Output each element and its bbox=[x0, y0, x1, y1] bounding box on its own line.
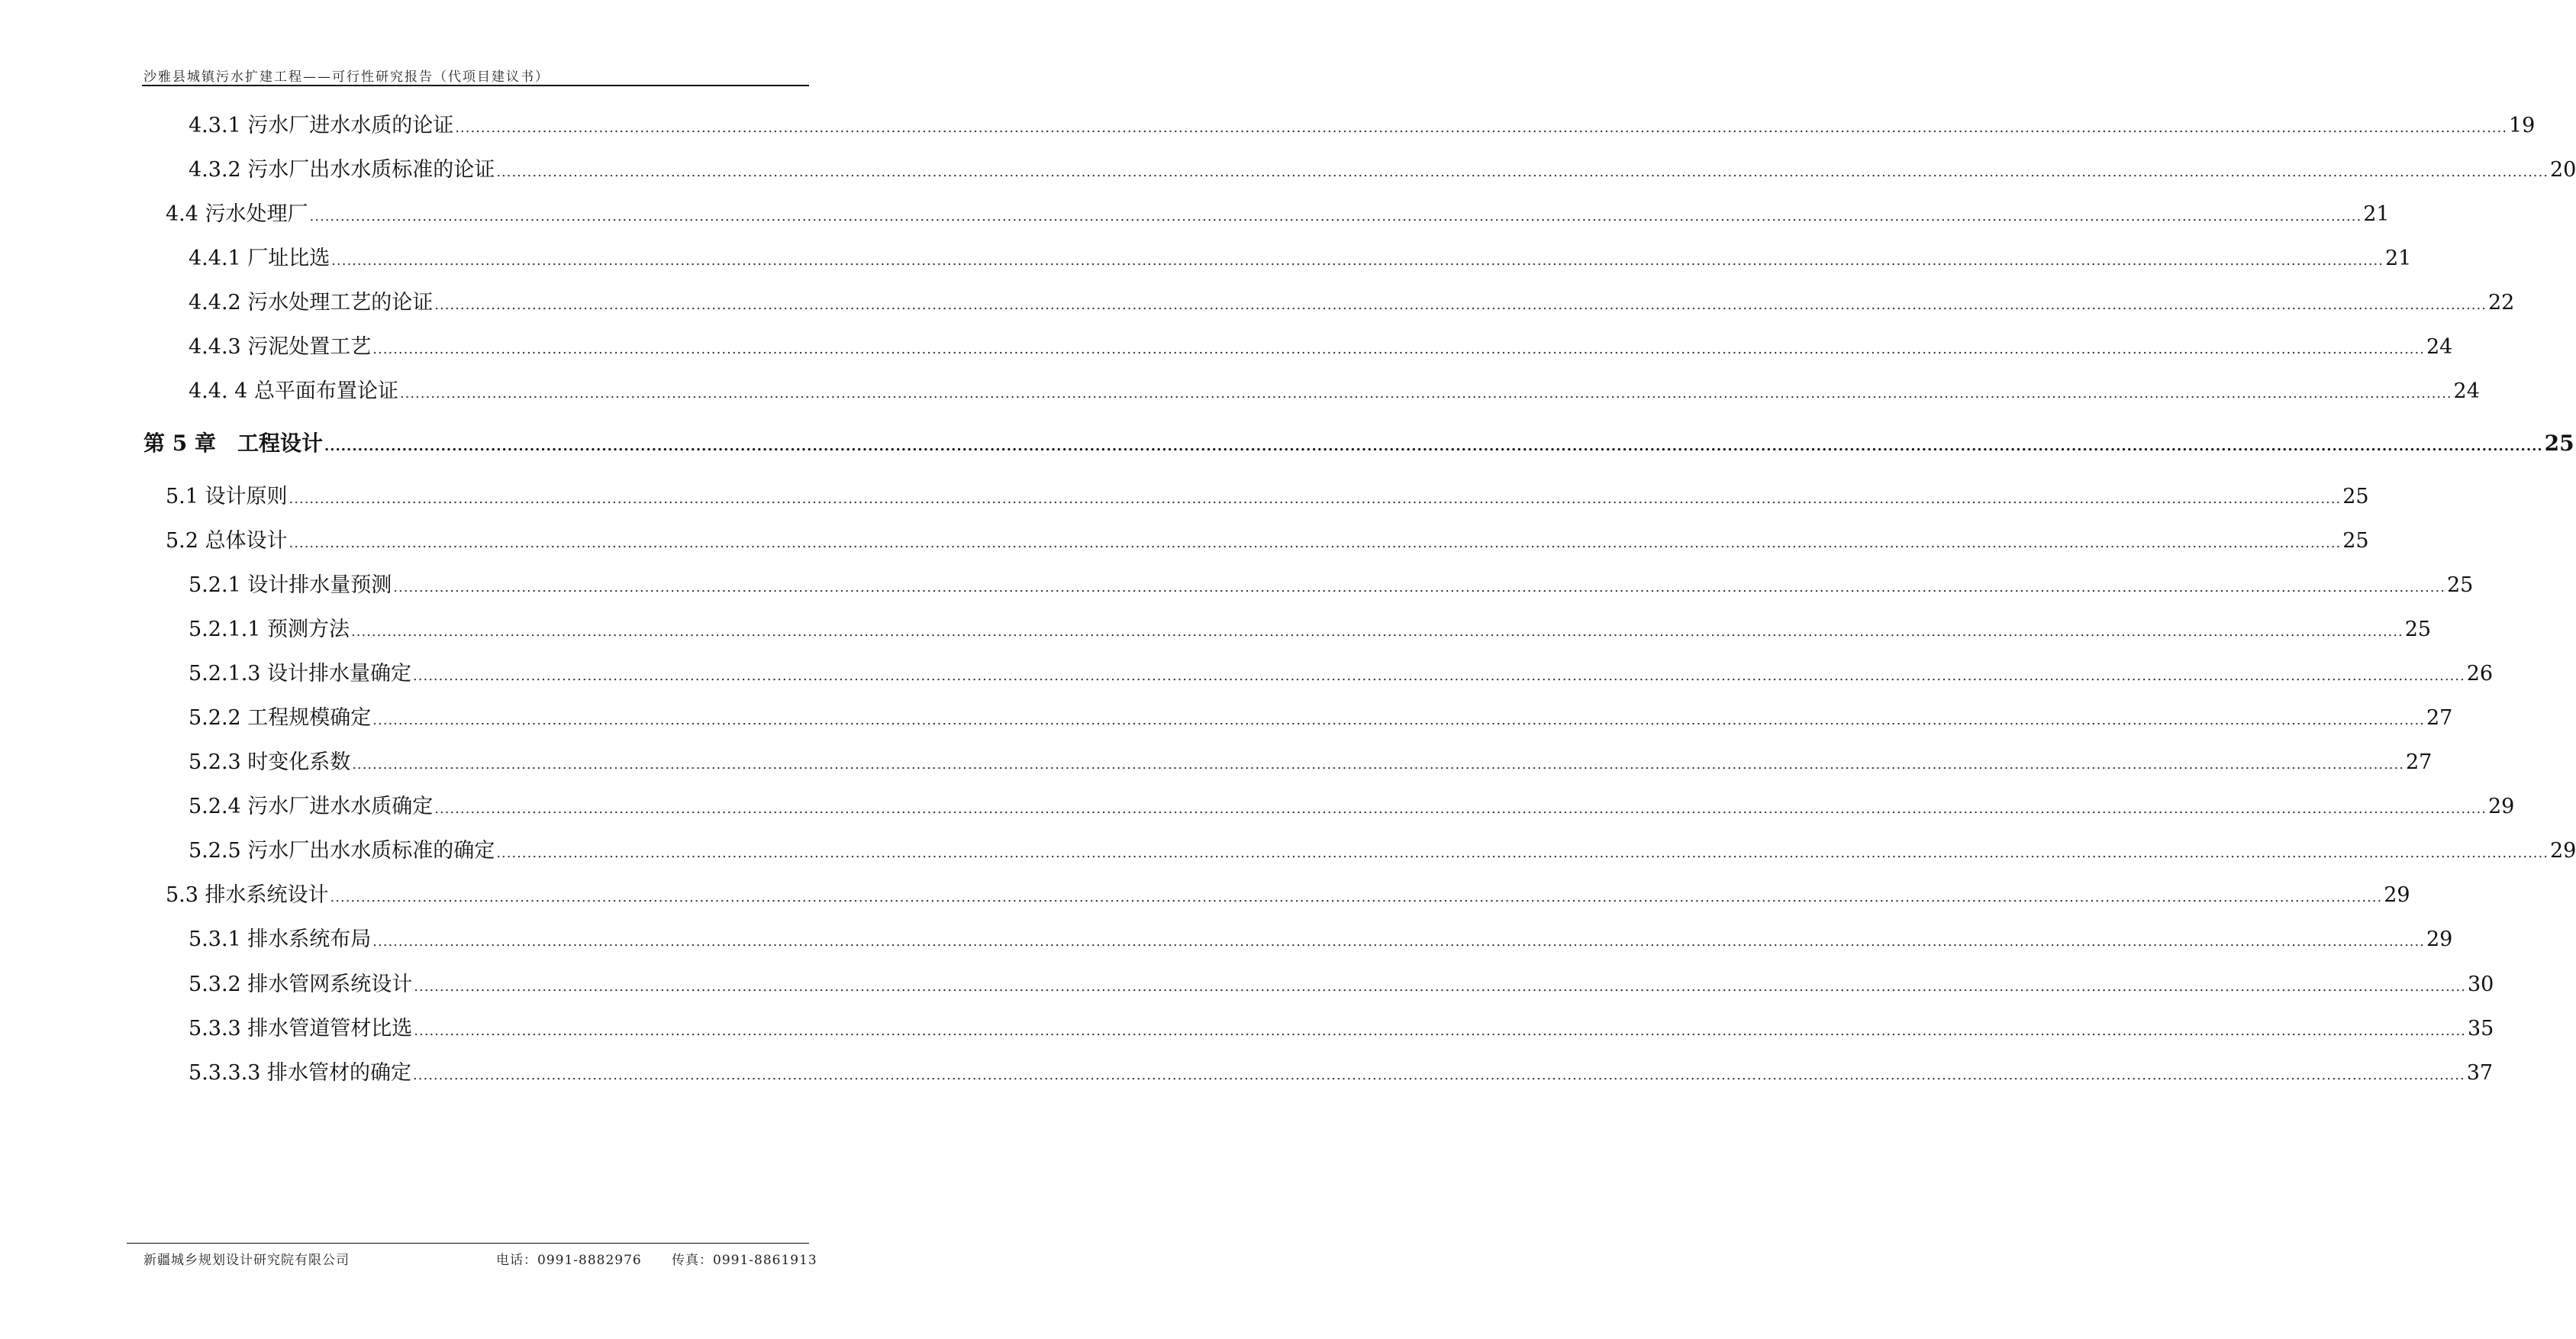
toc-entry-title: 5.2 总体设计 bbox=[166, 529, 288, 553]
toc-entry[interactable] bbox=[189, 1060, 2494, 1086]
toc-entry[interactable] bbox=[189, 617, 2432, 643]
toc-entry-page-number: 25 bbox=[2342, 485, 2369, 508]
toc-entry[interactable] bbox=[166, 202, 2390, 227]
toc-entry-page-number: 25 bbox=[2446, 573, 2474, 597]
footer-company: 新疆城乡规划设计研究院有限公司 bbox=[143, 1253, 350, 1268]
toc-leader-dots: ................................................................................................................................................................................................................................................................................................................................................................................................................ bbox=[372, 934, 2425, 950]
toc-entry-title: 第 5 章 工程设计 bbox=[143, 431, 323, 456]
toc-entry-title: 4.4. 4 总平面布置论证 bbox=[189, 379, 398, 403]
toc-entry-title: 4.3.1 污水厂进水水质的论证 bbox=[189, 114, 454, 137]
toc-entry-title: 5.2.4 污水厂进水水质确定 bbox=[189, 795, 434, 818]
running-header: 沙雅县城镇污水扩建工程——可行性研究报告（代项目建议书） bbox=[143, 69, 550, 85]
toc-entry[interactable] bbox=[189, 246, 2412, 272]
toc-entry-title: 4.4 污水处理厂 bbox=[166, 202, 308, 226]
toc-leader-dots: ................................................................................................................................................................................................................................................................................................................................................................................................................ bbox=[324, 438, 2543, 454]
toc-entry-page-number: 25 bbox=[2342, 529, 2369, 553]
toc-leader-dots: ................................................................................................................................................................................................................................................................................................................................................................................................................ bbox=[413, 668, 2465, 684]
toc-leader-dots: ................................................................................................................................................................................................................................................................................................................................................................................................................ bbox=[309, 208, 2362, 224]
toc-entry-title: 5.2.1.3 设计排水量确定 bbox=[189, 662, 412, 686]
toc-entry-page-number: 35 bbox=[2467, 1017, 2494, 1041]
toc-entry[interactable] bbox=[166, 528, 2369, 554]
toc-leader-dots: ................................................................................................................................................................................................................................................................................................................................................................................................................ bbox=[455, 120, 2507, 136]
toc-entry-page-number: 29 bbox=[2549, 839, 2576, 863]
toc-entry-page-number: 19 bbox=[2508, 114, 2536, 137]
toc-leader-dots: ................................................................................................................................................................................................................................................................................................................................................................................................................ bbox=[372, 712, 2425, 728]
toc-entry-page-number: 29 bbox=[2426, 928, 2453, 951]
toc-entry-page-number: 29 bbox=[2384, 883, 2410, 907]
toc-entry-page-number: 29 bbox=[2487, 795, 2515, 818]
toc-entry-page-number: 25 bbox=[2404, 618, 2432, 641]
toc-entry[interactable] bbox=[189, 972, 2494, 998]
toc-entry[interactable] bbox=[189, 113, 2536, 139]
toc-leader-dots: ................................................................................................................................................................................................................................................................................................................................................................................................................ bbox=[399, 386, 2452, 402]
toc-entry-title: 5.3.2 排水管网系统设计 bbox=[189, 973, 413, 996]
toc-entry-title: 4.3.2 污水厂出水水质标准的论证 bbox=[189, 158, 495, 182]
toc-entry-page-number: 27 bbox=[2405, 750, 2433, 774]
toc-entry[interactable] bbox=[189, 379, 2480, 405]
toc-entry[interactable] bbox=[189, 838, 2576, 864]
toc-entry-title: 5.2.2 工程规模确定 bbox=[189, 706, 372, 730]
toc-entry-page-number: 37 bbox=[2466, 1061, 2494, 1085]
toc-entry-page-number: 22 bbox=[2487, 291, 2515, 315]
toc-leader-dots: ................................................................................................................................................................................................................................................................................................................................................................................................................ bbox=[330, 889, 2383, 905]
toc-leader-dots: ................................................................................................................................................................................................................................................................................................................................................................................................................ bbox=[496, 845, 2549, 861]
toc-entry-page-number: 26 bbox=[2466, 662, 2494, 686]
toc-leader-dots: ................................................................................................................................................................................................................................................................................................................................................................................................................ bbox=[414, 1023, 2466, 1039]
toc-leader-dots: ................................................................................................................................................................................................................................................................................................................................................................................................................ bbox=[413, 1067, 2465, 1083]
toc-entry-page-number: 20 bbox=[2549, 158, 2576, 182]
toc-entry-title: 5.2.5 污水厂出水水质标准的确定 bbox=[189, 839, 495, 863]
toc-entry[interactable] bbox=[189, 661, 2494, 687]
toc-leader-dots: ................................................................................................................................................................................................................................................................................................................................................................................................................ bbox=[351, 624, 2404, 640]
toc-entry-page-number: 21 bbox=[2384, 247, 2412, 270]
toc-entry-title: 5.2.3 时变化系数 bbox=[189, 750, 351, 774]
toc-entry[interactable] bbox=[189, 334, 2453, 360]
toc-entry-page-number: 24 bbox=[2426, 335, 2453, 359]
toc-leader-dots: ................................................................................................................................................................................................................................................................................................................................................................................................................ bbox=[289, 491, 2342, 507]
toc-entry-title: 5.2.1.1 预测方法 bbox=[189, 618, 350, 641]
footer-phone: 电话：0991-8882976 bbox=[496, 1253, 642, 1268]
toc-chapter-entry[interactable] bbox=[143, 431, 2574, 457]
toc-entry[interactable] bbox=[189, 157, 2576, 183]
toc-leader-dots: ................................................................................................................................................................................................................................................................................................................................................................................................................ bbox=[496, 164, 2549, 180]
toc-leader-dots: ................................................................................................................................................................................................................................................................................................................................................................................................................ bbox=[393, 579, 2445, 595]
toc-leader-dots: ................................................................................................................................................................................................................................................................................................................................................................................................................ bbox=[434, 801, 2487, 817]
toc-entry-page-number: 27 bbox=[2426, 706, 2453, 730]
toc-entry-page-number: 21 bbox=[2363, 202, 2390, 226]
toc-leader-dots: ................................................................................................................................................................................................................................................................................................................................................................................................................ bbox=[434, 297, 2487, 313]
toc-entry-title: 5.3.3.3 排水管材的确定 bbox=[189, 1061, 412, 1085]
toc-entry-title: 4.4.3 污泥处置工艺 bbox=[189, 335, 372, 359]
toc-leader-dots: ................................................................................................................................................................................................................................................................................................................................................................................................................ bbox=[352, 757, 2404, 773]
footer-divider bbox=[127, 1243, 809, 1244]
toc-entry-title: 5.1 设计原则 bbox=[166, 485, 288, 508]
toc-entry[interactable] bbox=[189, 290, 2515, 316]
toc-leader-dots: ................................................................................................................................................................................................................................................................................................................................................................................................................ bbox=[372, 341, 2425, 357]
toc-entry[interactable] bbox=[166, 484, 2369, 510]
toc-entry-title: 5.3 排水系统设计 bbox=[166, 883, 329, 907]
toc-entry-title: 5.3.3 排水管道管材比选 bbox=[189, 1017, 413, 1041]
toc-entry[interactable] bbox=[189, 794, 2515, 820]
toc-entry-title: 4.4.2 污水处理工艺的论证 bbox=[189, 291, 434, 315]
toc-entry-title: 4.4.1 厂址比选 bbox=[189, 247, 330, 270]
toc-leader-dots: ................................................................................................................................................................................................................................................................................................................................................................................................................ bbox=[414, 979, 2466, 995]
toc-entry-title: 5.2.1 设计排水量预测 bbox=[189, 573, 392, 597]
toc-entry[interactable] bbox=[189, 1016, 2494, 1042]
toc-leader-dots: ................................................................................................................................................................................................................................................................................................................................................................................................................ bbox=[289, 535, 2342, 551]
toc-entry[interactable] bbox=[166, 882, 2410, 908]
toc-entry-page-number: 25 bbox=[2544, 431, 2574, 456]
toc-leader-dots: ................................................................................................................................................................................................................................................................................................................................................................................................................ bbox=[331, 253, 2384, 269]
toc-entry[interactable] bbox=[189, 573, 2474, 599]
toc-entry-page-number: 24 bbox=[2453, 379, 2480, 403]
footer-fax: 传真：0991-8861913 bbox=[672, 1253, 817, 1268]
toc-entry[interactable] bbox=[189, 750, 2433, 776]
toc-entry-title: 5.3.1 排水系统布局 bbox=[189, 928, 372, 951]
toc-entry-page-number: 30 bbox=[2467, 973, 2494, 996]
toc-entry[interactable] bbox=[189, 927, 2453, 953]
toc-entry[interactable] bbox=[189, 705, 2453, 731]
